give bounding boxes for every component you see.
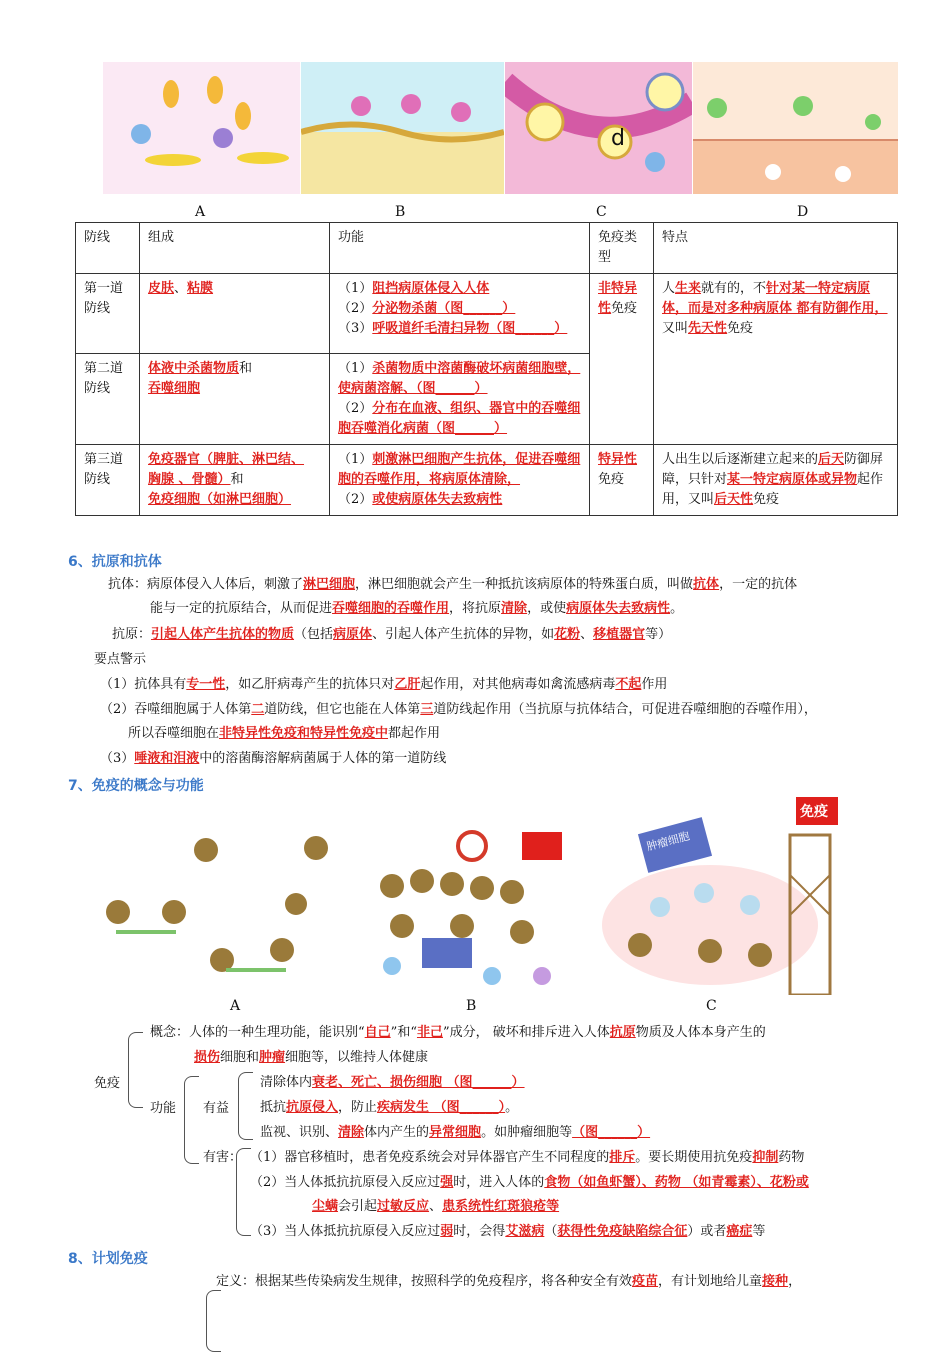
immune-type-cell: 非特异性免疫 [590, 274, 654, 445]
brace-benefit [238, 1072, 253, 1140]
feature-cell: 人出生以后逐渐建立起来的后天防御屏障，只针对某一特定病原体或异物起作用，又叫后天性免疫 [654, 445, 898, 516]
concept-line2: 损伤细胞和肿瘤细胞等，以维持人体健康 [194, 1050, 429, 1065]
defense-line-label: 第一道防线 [76, 274, 140, 354]
benefit-3: 监视、识别、清除体内产生的异常细胞。如肿瘤细胞等（图______） [260, 1125, 651, 1140]
immune-type-cell: 特异性 免疫 [590, 445, 654, 516]
tip-2: （2）吞噬细胞属于人体第二道防线，但它也能在人体第三道防线起作用（当抗原与抗体结合，可促进吞噬细胞的吞噬作用）， [100, 702, 817, 717]
function-cell: （1）杀菌物质中溶菌酶破坏病菌细胞壁，使病菌溶解、（图______） （2）分布在血液、组织、器官中的吞噬细胞吞噬消化病菌（图______） [330, 354, 590, 445]
antibody-paragraph: 抗体：病原体侵入人体后，刺激了淋巴细胞，淋巴细胞就会产生一种抵抗该病原体的特殊蛋白质，叫做抗体，一定的抗体 [108, 577, 798, 592]
tip-1: （1）抗体具有专一性，如乙肝病毒产生的抗体只对乙肝起作用，对其他病毒如禽流感病毒不起作用 [100, 677, 668, 692]
image-d-skin [693, 62, 898, 194]
tip-3: （3）唾液和泪液中的溶菌酶溶解病菌属于人体的第一道防线 [100, 751, 447, 766]
function-label: 功能 [150, 1101, 177, 1116]
benefit-1: 清除体内衰老、死亡、损伤细胞 （图______） [260, 1075, 525, 1090]
section-6-title: 6、抗原和抗体 [68, 554, 162, 570]
defense-line-label: 第三道防线 [76, 445, 140, 516]
flag-text: 免疫 [800, 804, 828, 820]
benefit-label: 有益 [203, 1101, 230, 1116]
section-7-title: 7、免疫的概念与功能 [68, 778, 204, 794]
image-label-d: D [797, 204, 809, 220]
feature-cell: 人生来就有的，不针对某一特定病原体，而是对多种病原体 都有防御作用，又叫先天性免疫 [654, 274, 898, 445]
image-c-letter: d [611, 126, 625, 151]
tip-2-line2: 所以吞噬细胞在非特异性免疫和特异性免疫中都起作用 [128, 726, 441, 741]
brace-immunity [128, 1032, 143, 1108]
banner-text: 肿瘤细胞 [645, 829, 692, 854]
brace-plan [206, 1290, 221, 1352]
table-row [76, 274, 898, 354]
brace-function [184, 1076, 199, 1164]
harm-label: 有害： [203, 1150, 243, 1165]
image-b-cilia [301, 62, 504, 194]
cartoon-label-a: A [230, 998, 241, 1014]
image-c-phagocyte [505, 62, 692, 194]
image-label-c: C [596, 204, 607, 220]
plan-definition: 定义：根据某些传染病发生规律，按照科学的免疫程序，将各种安全有效疫苗，有计划地给儿童接种， [216, 1274, 802, 1289]
cartoon-a-soldiers [96, 820, 346, 990]
image-label-a: A [195, 204, 206, 220]
table-header: 防线 [76, 223, 140, 274]
table-header: 特点 [654, 223, 898, 274]
antibody-paragraph-line2: 能与一定的抗原结合，从而促进吞噬细胞的吞噬作用，将抗原清除，或使病原体失去致病性。 [150, 601, 684, 616]
cartoon-b-army [362, 826, 572, 994]
cartoon-c-tower [600, 795, 856, 995]
benefit-2: 抵抗抗原侵入，防止疾病发生 （图______）。 [260, 1100, 519, 1115]
composition-cell: 皮肤、粘膜 [140, 274, 330, 354]
table-header: 免疫类型 [590, 223, 654, 274]
cartoon-label-b: B [466, 998, 477, 1014]
defense-lines-table [75, 222, 898, 516]
harm-1: （1）器官移植时，患者免疫系统会对异体器官产生不同程度的排斥。要长期使用抗免疫抑制药物 [250, 1150, 805, 1165]
antigen-paragraph: 抗原：引起人体产生抗体的物质（包括病原体、引起人体产生抗体的异物，如花粉、移植器官等） [112, 627, 672, 642]
table-header: 功能 [330, 223, 590, 274]
composition-cell: 体液中杀菌物质和 吞噬细胞 [140, 354, 330, 445]
table-header: 组成 [140, 223, 330, 274]
image-label-b: B [395, 204, 406, 220]
table-header-row [76, 223, 898, 274]
table-row [76, 445, 898, 516]
harm-2-line2: 尘螨会引起过敏反应、患系统性红斑狼疮等 [312, 1199, 560, 1214]
function-cell: （1）刺激淋巴细胞产生抗体，促进吞噬细胞的吞噬作用，将病原体清除， （2）或使病原体失去致病性 [330, 445, 590, 516]
cartoon-label-c: C [706, 998, 717, 1014]
concept-line1: 概念：人体的一种生理功能，能识别“自己”和“非己”成分， 破坏和排斥进入人体抗原物质及人体本身产生的 [150, 1025, 766, 1040]
composition-cell: 免疫器官（脾脏、淋巴结、 胸腺 、骨髓）和 免疫细胞（如淋巴细胞） [140, 445, 330, 516]
harm-2: （2）当人体抵抗抗原侵入反应过强时，进入人体的食物（如鱼虾蟹）、药物 （如青霉素）、花粉或 [250, 1175, 809, 1190]
harm-3: （3）当人体抵抗抗原侵入反应过弱时，会得艾滋病（获得性免疫缺陷综合征）或者癌症等 [250, 1224, 766, 1239]
image-a-saliva [103, 62, 300, 194]
defense-line-label: 第二道防线 [76, 354, 140, 445]
immunity-root-label: 免疫 [94, 1076, 121, 1091]
function-cell: （1）阻挡病原体侵入人体 （2）分泌物杀菌（图______） （3）呼吸道纤毛清扫异物（图______） [330, 274, 590, 354]
section-8-title: 8、计划免疫 [68, 1251, 148, 1267]
tips-title: 要点警示 [94, 652, 147, 667]
